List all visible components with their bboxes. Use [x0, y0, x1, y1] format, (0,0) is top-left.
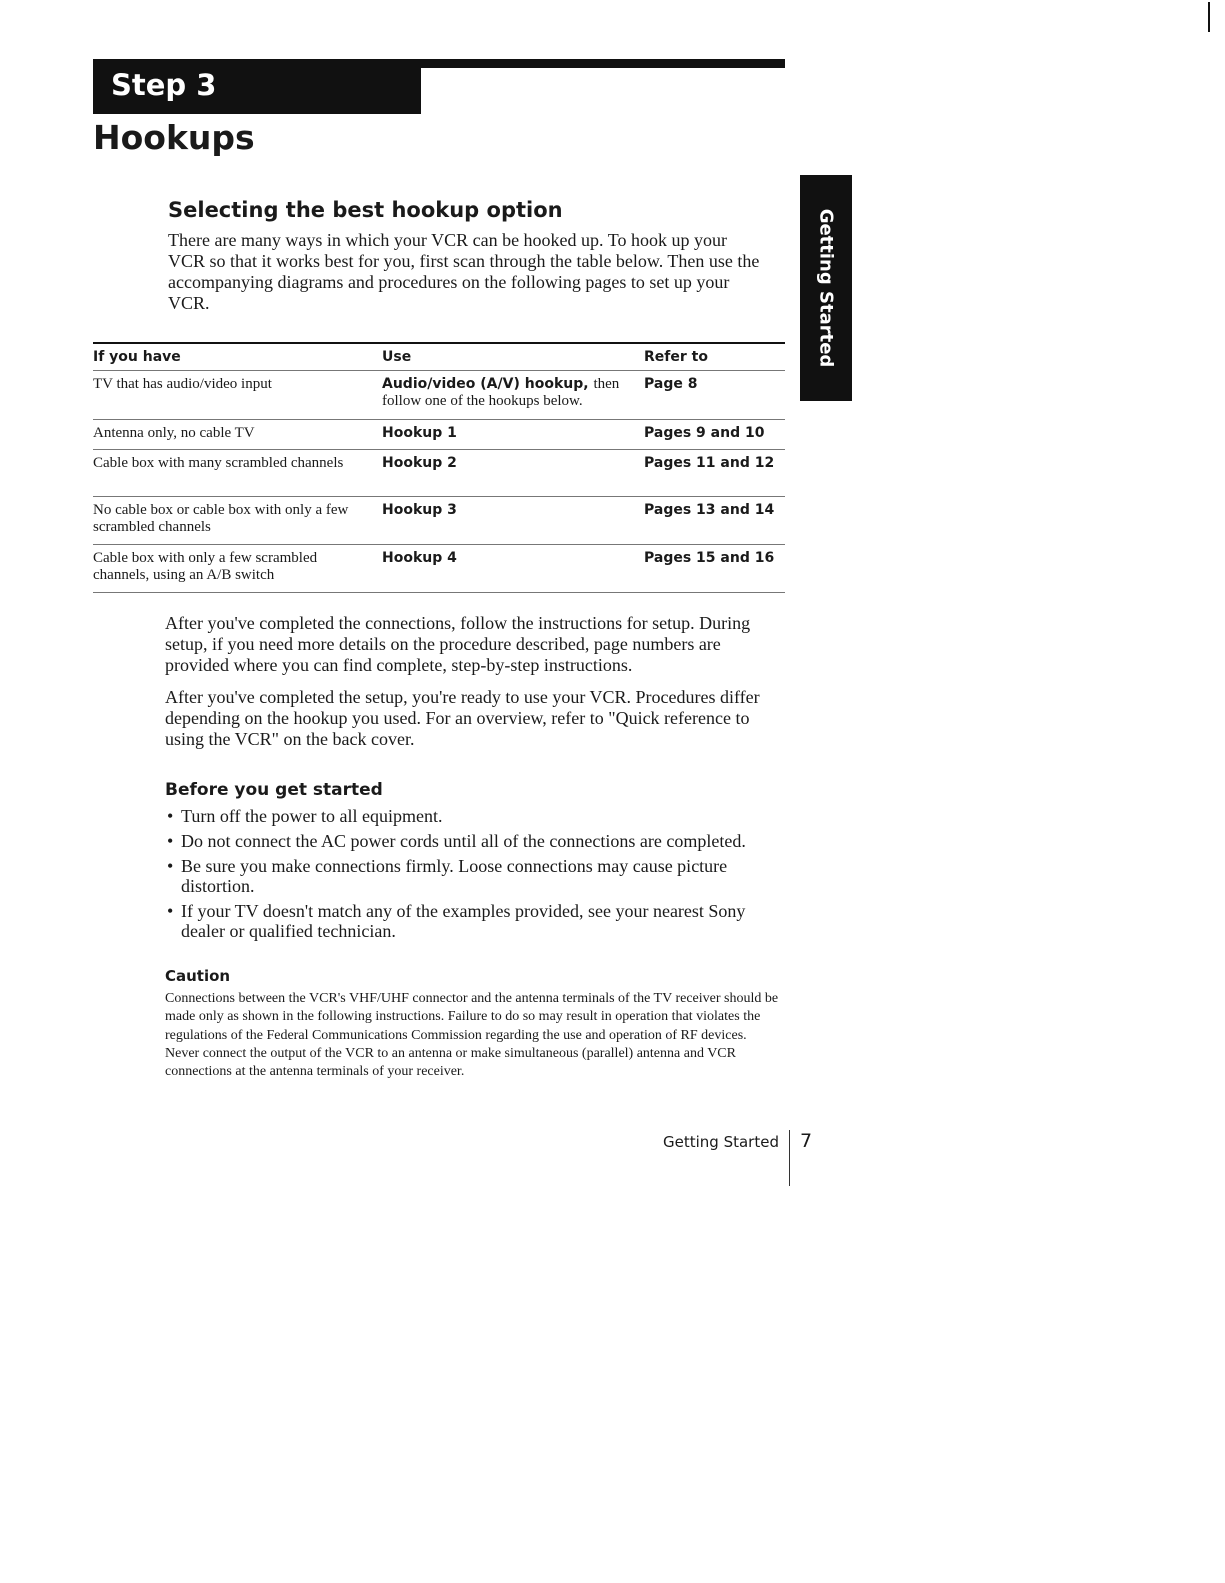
caution-text: Connections between the VCR's VHF/UHF connector and the antenna terminals of the TV receiver should be made only as shown in the following instructions. Failure to do so may result in operation that violates the regulations of the Federal Communications Commission regarding the use and operation of RF devices. Never connect the output of the VCR to an antenna or make simultaneous (parallel) antenna and VCR connections at the antenna terminals of your receiver. — [165, 991, 779, 1080]
cell-have: Cable box with many scrambled channels — [93, 450, 382, 497]
table-row — [93, 450, 785, 497]
table-row — [93, 545, 785, 593]
bullet-icon: • — [167, 856, 174, 876]
after-paragraph: After you've completed the connections, follow the instructions for setup. During setup, if you need more details on the procedure described, page numbers are provided where you can find complete, step-by-step instructions. — [165, 613, 751, 675]
header-refer-to: Refer to — [644, 344, 785, 371]
intro-paragraph: There are many ways in which your VCR can be hooked up. To hook up your VCR so that it works best for you, first scan through the table below. Then use the accompanying diagrams and procedures on the following pages to set up your VCR. — [168, 230, 760, 313]
page-title: Hookups — [93, 118, 255, 157]
precaution-list — [165, 806, 775, 946]
side-tab — [800, 175, 852, 401]
table-row — [93, 371, 785, 420]
cell-use: Hookup 1 — [382, 420, 644, 450]
list-item — [165, 831, 775, 851]
list-item-text: Turn off the power to all equipment. — [181, 806, 443, 826]
bullet-icon: • — [167, 831, 174, 851]
after-connections-text — [165, 613, 765, 761]
cell-refer: Page 8 — [644, 371, 785, 420]
list-item-text: Be sure you make connections firmly. Loose connections may cause picture distortion. — [181, 856, 728, 896]
cell-use — [382, 371, 644, 420]
bullet-icon: • — [167, 806, 174, 826]
list-item — [165, 901, 775, 941]
cell-use: Hookup 3 — [382, 497, 644, 545]
cell-refer: Pages 11 and 12 — [644, 450, 785, 497]
step-label: Step 3 — [111, 68, 217, 102]
table-header-row — [93, 344, 785, 371]
table-row — [93, 497, 785, 545]
list-item — [165, 806, 775, 826]
cell-have: Antenna only, no cable TV — [93, 420, 382, 450]
cell-have: No cable box or cable box with only a few scrambled channels — [93, 497, 382, 545]
list-item-text: Do not connect the AC power cords until all of the connections are completed. — [181, 831, 746, 851]
side-tab-label: Getting Started — [815, 208, 837, 368]
footer-divider — [789, 1130, 790, 1186]
after-paragraph: After you've completed the setup, you're ready to use your VCR. Procedures differ depending on the hookup you used. For an overview, refer to "Quick reference to using the VCR" on the back cover. — [165, 687, 760, 749]
cell-use-label: Audio/video (A/V) hookup, — [382, 376, 589, 392]
section-heading: Selecting the best hookup option — [168, 198, 563, 222]
before-you-start-heading: Before you get started — [165, 780, 383, 800]
list-item-text: If your TV doesn't match any of the examples provided, see your nearest Sony dealer or qualified technician. — [181, 901, 746, 941]
scan-edge-mark — [1208, 2, 1210, 32]
header-if-you-have: If you have — [93, 344, 382, 371]
footer-section-label: Getting Started — [663, 1133, 779, 1151]
cell-have: Cable box with only a few scrambled channels, using an A/B switch — [93, 545, 382, 593]
cell-refer: Pages 15 and 16 — [644, 545, 785, 593]
table-row — [93, 420, 785, 450]
list-item — [165, 856, 775, 896]
bullet-icon: • — [167, 901, 174, 921]
page-number: 7 — [800, 1130, 813, 1152]
caution-heading: Caution — [165, 967, 231, 985]
cell-have: TV that has audio/video input — [93, 371, 382, 420]
header-use: Use — [382, 344, 644, 371]
cell-refer: Pages 9 and 10 — [644, 420, 785, 450]
cell-use: Hookup 2 — [382, 450, 644, 497]
cell-use-note: then follow one of the hookups below. — [382, 376, 620, 409]
cell-use: Hookup 4 — [382, 545, 644, 593]
hookup-table — [93, 344, 785, 593]
cell-refer: Pages 13 and 14 — [644, 497, 785, 545]
